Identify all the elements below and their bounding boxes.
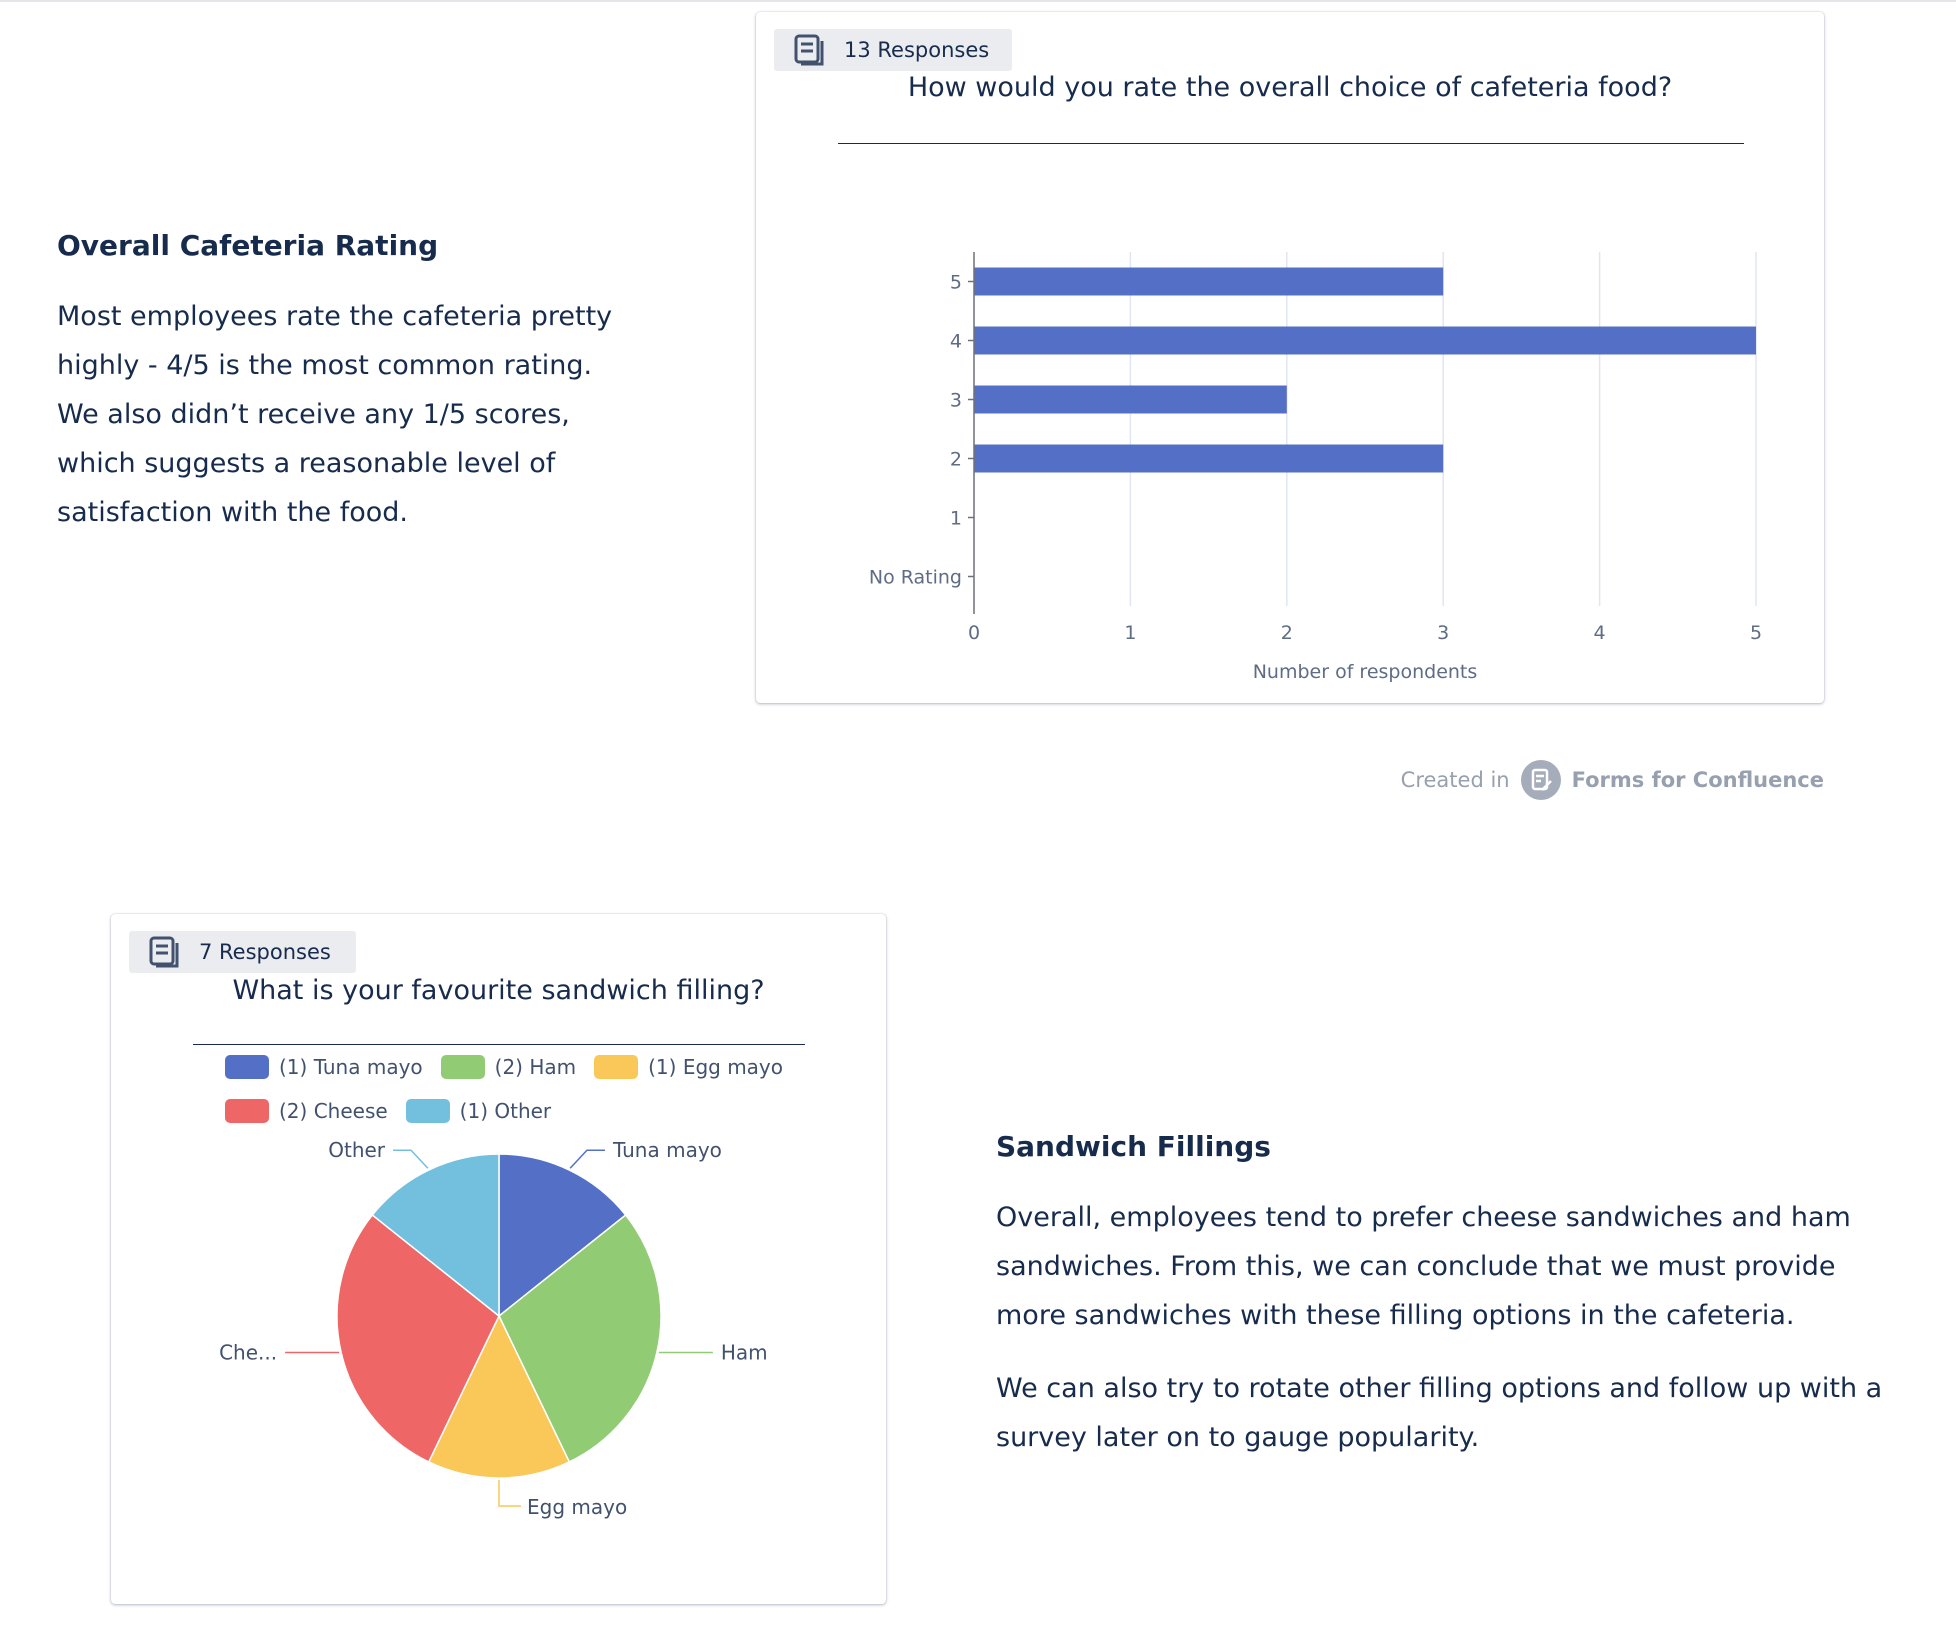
x-axis-label: Number of respondents: [1252, 661, 1478, 683]
legend-label: (2) Ham: [494, 1055, 577, 1079]
x-tick-label: 3: [1437, 622, 1450, 644]
pie-label-ham: Ham: [720, 1340, 768, 1365]
rating-chart-card: [756, 12, 1824, 703]
created-in-label: Created in: [1400, 768, 1510, 792]
x-tick-label: 5: [1749, 622, 1763, 644]
created-in-footer: [1401, 758, 1824, 802]
x-tick-label: 0: [967, 622, 981, 644]
pie-leader-other: [393, 1150, 428, 1168]
x-tick-label: 2: [1280, 622, 1293, 644]
sandwich-pie-chart: [111, 914, 886, 1604]
sandwich-responses-count: 7 Responses: [199, 940, 331, 964]
y-tick-label: 1: [949, 507, 962, 530]
y-tick-label: 5: [949, 271, 962, 294]
rating-bar-chart: [756, 12, 1824, 703]
sandwich-section-heading: Sandwich Fillings: [996, 1130, 1271, 1163]
pie-label-tuna-mayo: Tuna mayo: [612, 1138, 722, 1163]
bar-4: [974, 327, 1756, 355]
rating-responses-count: 13 Responses: [844, 38, 990, 62]
pie-label-cheese: Che...: [219, 1340, 278, 1365]
forms-for-confluence-link[interactable]: Forms for Confluence: [1571, 768, 1824, 792]
legend-label: (1) Other: [459, 1099, 552, 1123]
x-tick-label: 1: [1124, 622, 1137, 644]
bar-2: [974, 445, 1443, 473]
rating-section-heading: Overall Cafeteria Rating: [57, 229, 439, 262]
sandwich-section-paragraph-1: Overall, employees tend to prefer cheese sandwiches and ham sandwiches. From this, we can conclude that we must provide more sandwiches with these filling options in the cafeteria.: [996, 1202, 1851, 1331]
legend-label: (1) Tuna mayo: [279, 1055, 423, 1079]
y-tick-label: 4: [949, 330, 962, 353]
x-tick-label: 4: [1593, 622, 1606, 644]
legend-label: (1) Egg mayo: [648, 1055, 784, 1079]
bar-5: [974, 268, 1443, 296]
rating-section-body: Most employees rate the cafeteria pretty highly - 4/5 is the most common rating. We also didn’t receive any 1/5 scores, which suggests a reasonable level of satisfaction with the food.: [57, 301, 613, 528]
rating-chart-title: How would you rate the overall choice of cafeteria food?: [907, 72, 1673, 103]
y-tick-label: 2: [949, 448, 962, 471]
sandwich-chart-card: [111, 914, 886, 1604]
forms-for-confluence-logo[interactable]: [1520, 759, 1562, 801]
legend-label: (2) Cheese: [279, 1099, 388, 1123]
y-tick-label: No Rating: [868, 566, 962, 589]
bar-3: [974, 386, 1287, 414]
sandwich-chart-title: What is your favourite sandwich filling?: [232, 975, 765, 1006]
top-divider: [0, 0, 1956, 2]
pie-label-other: Other: [328, 1138, 386, 1163]
pie-leader-egg-mayo: [499, 1480, 521, 1506]
pie-leader-tuna-mayo: [570, 1150, 605, 1168]
pie-label-egg-mayo: Egg mayo: [527, 1495, 628, 1519]
sandwich-section-paragraph-2: We can also try to rotate other filling options and follow up with a survey later on to gauge popularity.: [996, 1373, 1883, 1453]
y-tick-label: 3: [949, 389, 962, 412]
